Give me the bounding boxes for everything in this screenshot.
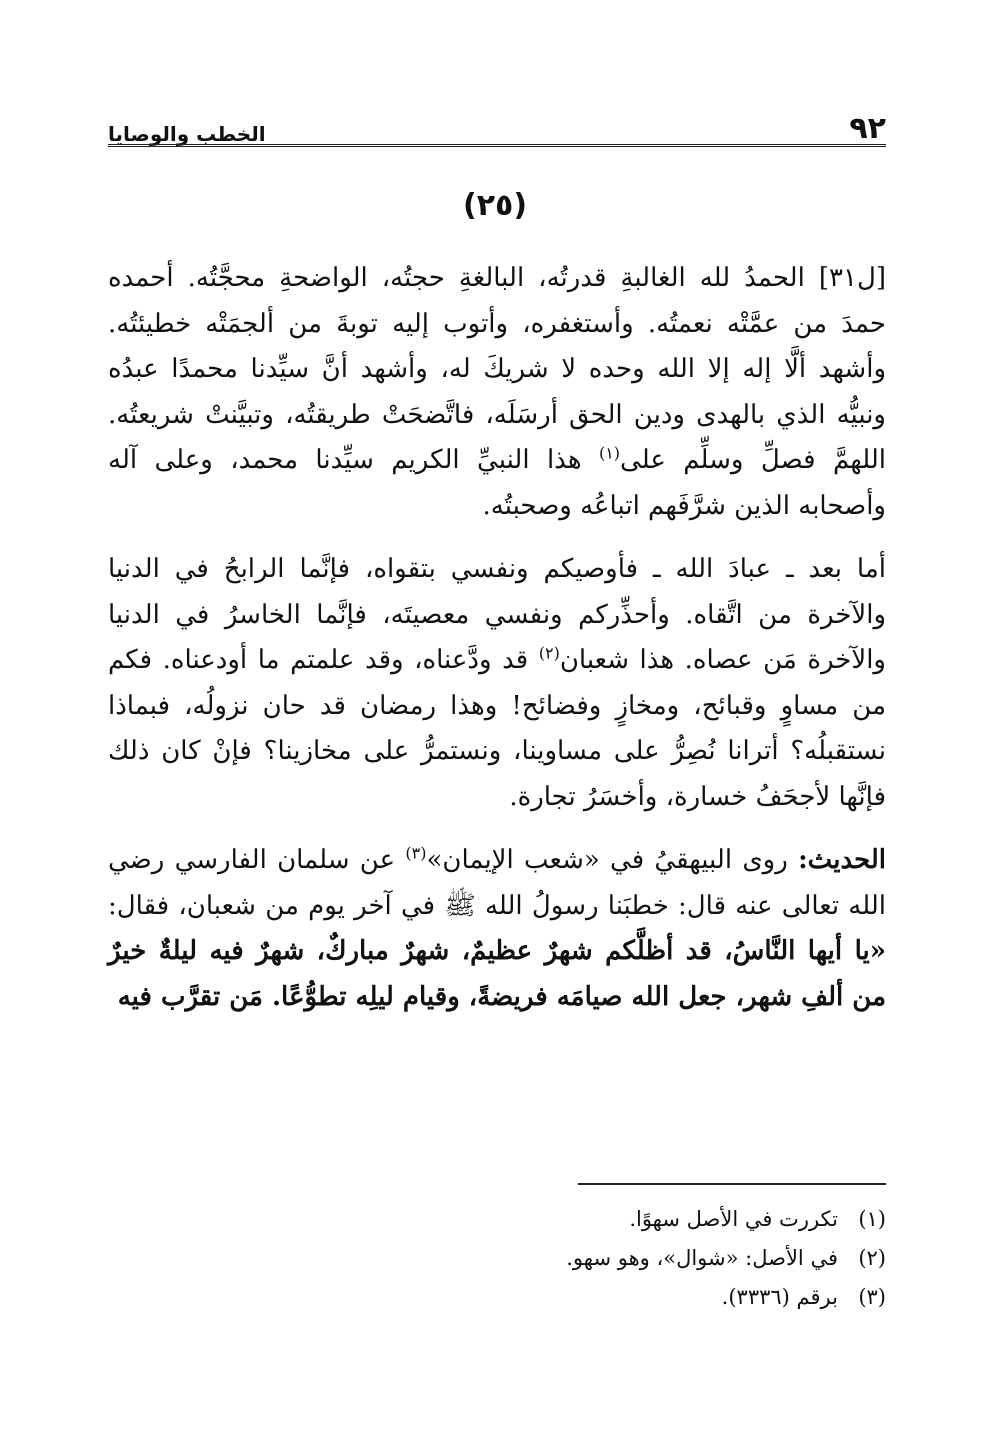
- footnote-ref-2[interactable]: (٢): [538, 643, 560, 663]
- book-title: الخطب والوصايا: [108, 122, 266, 146]
- footnote-3: [108, 1278, 886, 1317]
- paragraph-text: عن سلمان الفارسي رضي الله تعالى عنه قال: خطبَنا رسولُ الله ﷺ في آخر يوم من شعبان، فقال:: [108, 845, 886, 921]
- footnote-number: (٢): [858, 1246, 886, 1270]
- hadith-label: الحديث:: [798, 845, 887, 875]
- footnote-divider: [578, 1183, 886, 1185]
- footnote-number: (١): [858, 1207, 886, 1231]
- footnote-text: برقم (٣٣٣٦).: [721, 1285, 838, 1309]
- footnote-ref-1[interactable]: (١): [598, 443, 621, 463]
- paragraph-text: روى البيهقيُ في «شعب الإيمان»: [426, 845, 788, 875]
- paragraph-hadith: [108, 838, 886, 1020]
- paragraph-exhortation: [108, 547, 886, 820]
- page-number: ٩٢: [849, 111, 886, 146]
- footnote-number: (٣): [858, 1285, 886, 1309]
- paragraph-text: الحمدُ لله الغالبةِ قدرتُه، البالغةِ حجتُه، الواضحةِ محجَّتُه. أحمده حمدَ من عمَّتْه نعمتُه. وأستغفره، وأتوب إليه توبةَ من ألجمَتْه خطيئتُه. وأشهد ألَّا إله إلا الله وحده لا شريكَ له، وأشهد أنَّ سيِّدنا محمدًا عبدُه ونبيُّه الذي بالهدى ودين الحق أرسَلَه، فاتَّضحَتْ طريقتُه، وتبيَّنتْ شريعتُه. اللهمَّ فصلِّ وسلِّم على: [108, 263, 887, 475]
- main-text: [108, 256, 886, 1020]
- footnote-text: في الأصل: «شوال»، وهو سهو.: [566, 1246, 838, 1270]
- paragraph-opening-praise: [108, 256, 886, 529]
- manuscript-marker: [ل٣١]: [818, 263, 886, 293]
- paragraph-text: هذا النبيِّ الكريم سيِّدنا محمد، وعلى آله وأصحابه الذين شرَّفَهم اتباعُه وصحبتُه.: [108, 445, 886, 521]
- hadith-quote: «يا أيها النَّاسُ، قد أظلَّكم شهرٌ عظيمٌ، شهرٌ مباركٌ، شهرٌ فيه ليلةٌ خيرٌ من ألفِ شهر، جعل الله صيامَه فريضةً، وقيام ليلِه تطوُّعًا. مَن تقرَّب فيه: [108, 936, 886, 1012]
- header-divider: [108, 144, 886, 147]
- paragraph-text: قد ودَّعناه، وقد علمتم ما أودعناه. فكم من مساوٍ وقبائح، ومخازٍ وفضائح! وهذا رمضان قد حان نزولُه، فبماذا نستقبلُه؟ أترانا نُصِرُّ على مساوينا، ونستمرُّ على مخازينا؟ فإنْ كان ذلك فإنَّها لأجحَفُ خسارة، وأخسَرُ تجارة.: [108, 645, 886, 812]
- footnotes: [108, 1200, 886, 1317]
- section-number: (٢٥): [462, 188, 528, 223]
- running-header: [108, 108, 886, 144]
- footnote-1: [108, 1200, 886, 1239]
- footnote-text: تكررت في الأصل سهوًا.: [629, 1207, 838, 1231]
- footnote-2: [108, 1239, 886, 1278]
- paragraph-text: أما بعد ـ عبادَ الله ـ فأوصيكم ونفسي بتقواه، فإنَّما الرابحُ في الدنيا والآخرة من اتَّقاه. وأحذِّركم ونفسي معصيتَه، فإنَّما الخاسرُ في الدنيا والآخرة مَن عصاه. هذا شعبان: [108, 554, 886, 675]
- footnote-ref-3[interactable]: (٣): [405, 843, 427, 863]
